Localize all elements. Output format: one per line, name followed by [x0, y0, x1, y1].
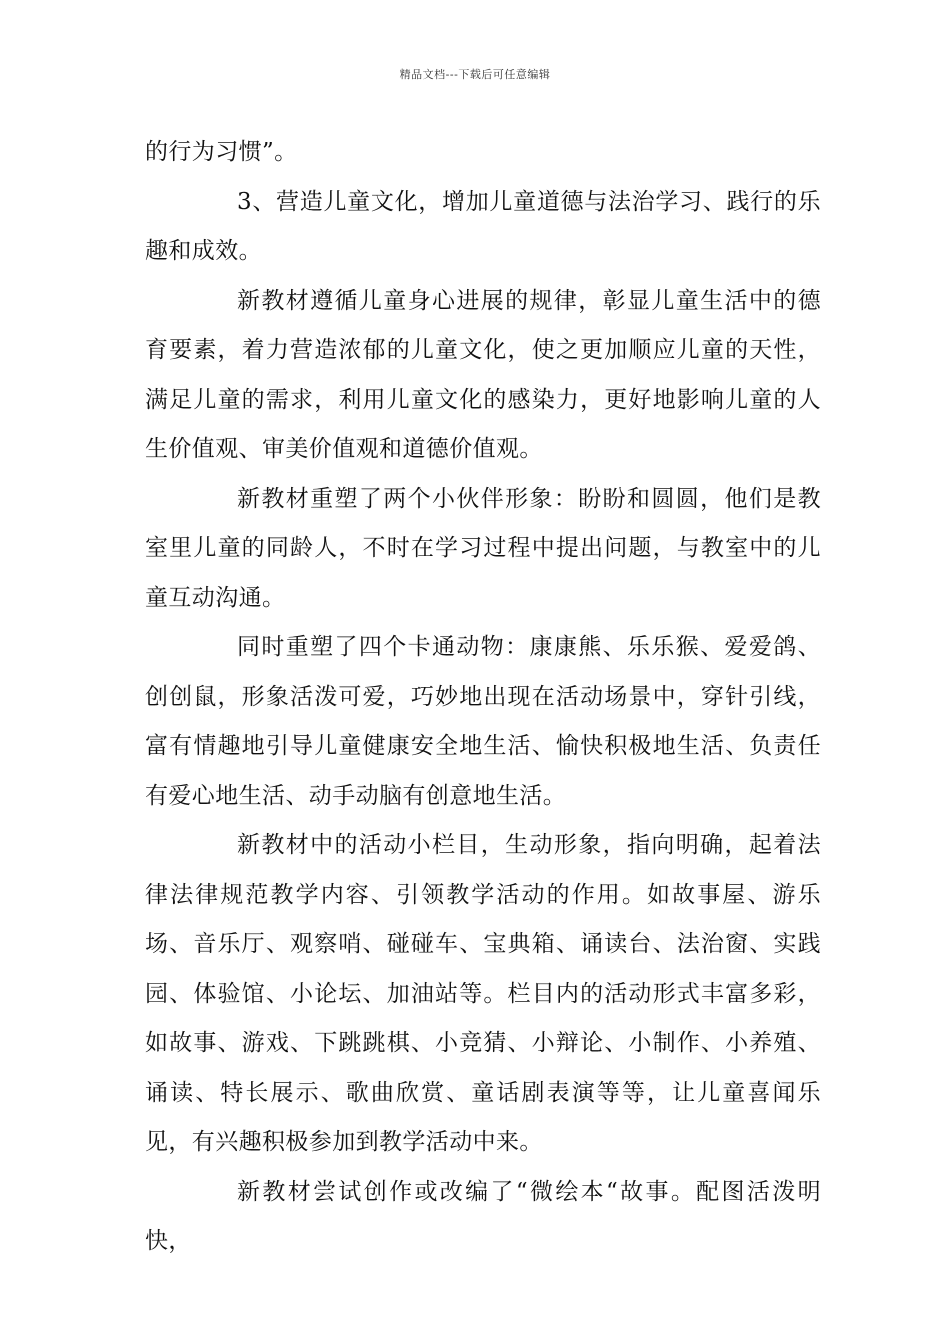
paragraph: 新教材中的活动小栏目，生动形象，指向明确，起着法律法律规范教学内容、引领教学活动的作用。如故事屋、游乐场、音乐厅、观察哨、碰碰车、宝典箱、诵读台、法治窗、实践园、体验馆、小论坛、加油站等。栏目内的活动形式丰富多彩，如故事、游戏、下跳跳棋、小竞猜、小辩论、小制作、小养殖、诵读、特长展示、歌曲欣赏、童话剧表演等等，让儿童喜闻乐见，有兴趣积极参加到教学活动中来。	[145, 832, 821, 1155]
page-header: 精品文档---下载后可任意编辑	[399, 68, 551, 81]
paragraph: 新教材遵循儿童身心进展的规律，彰显儿童生活中的德育要素，着力营造浓郁的儿童文化，使之更加顺应儿童的天性，满足儿童的需求，利用儿童文化的感染力，更好地影响儿童的人生价值观、审美价值观和道德价值观。	[145, 287, 821, 462]
paragraph: 新教材尝试创作或改编了“微绘本“故事。配图活泼明快，	[145, 1178, 821, 1254]
paragraph: 同时重塑了四个卡通动物：康康熊、乐乐猴、爱爱鸽、创创鼠，形象活泼可爱，巧妙地出现在活动场景中，穿针引线，富有情趣地引导儿童健康安全地生活、愉快积极地生活、负责任有爱心地生活、动手动脑有创意地生活。	[145, 634, 821, 809]
paragraph: 新教材重塑了两个小伙伴形象：盼盼和圆圆，他们是教室里儿童的同龄人，不时在学习过程中提出问题，与教室中的儿童互动沟通。	[145, 485, 821, 611]
paragraph: 的行为习惯”。	[145, 139, 298, 165]
document-body	[145, 128, 821, 1267]
paragraph: 3、营造儿童文化，增加儿童道德与法治学习、践行的乐趣和成效。	[145, 188, 821, 264]
